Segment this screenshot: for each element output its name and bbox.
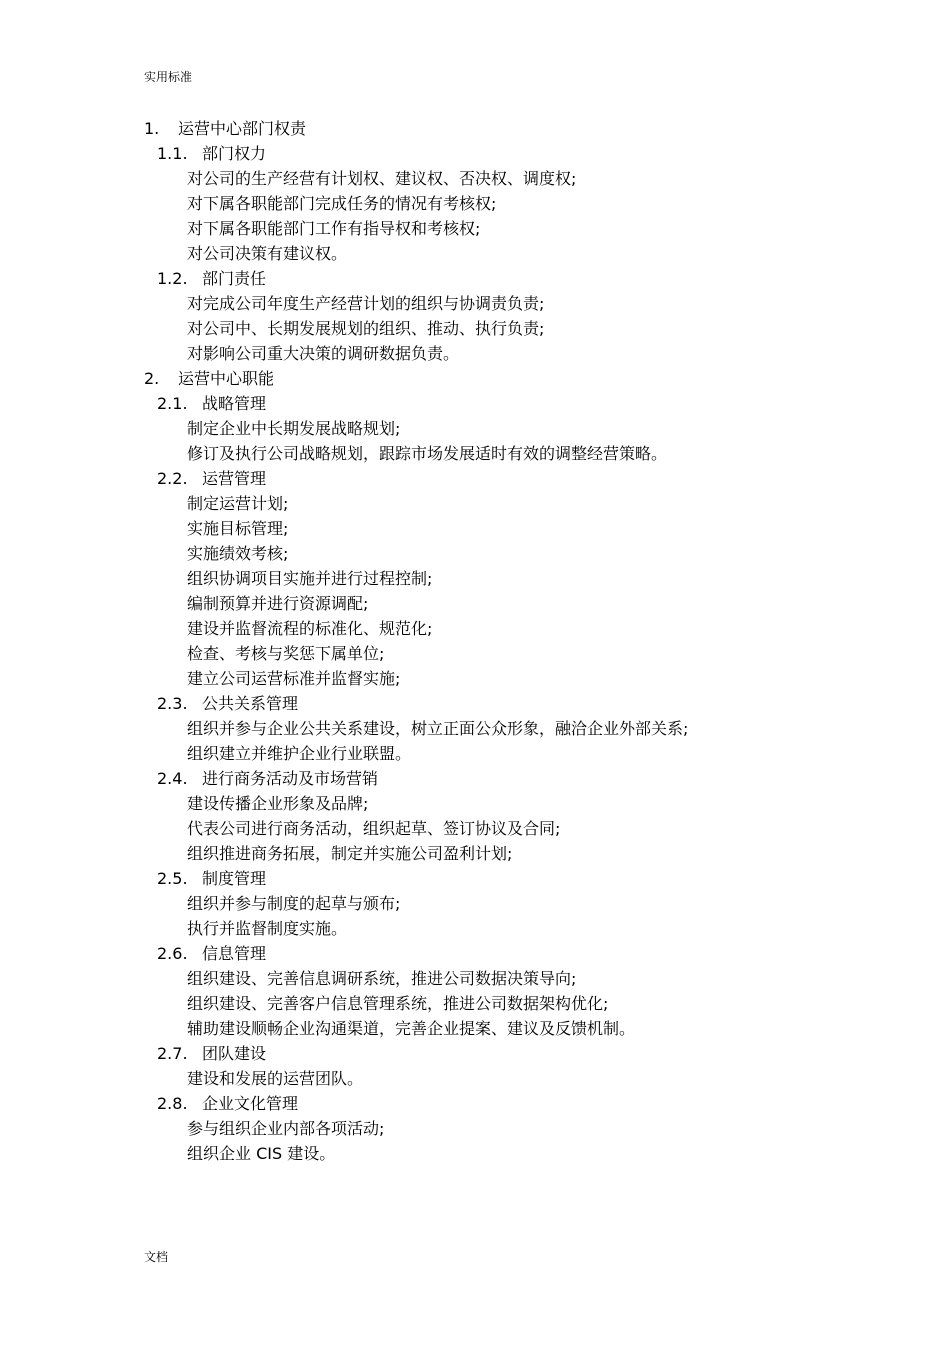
item-text: 组织建立并维护企业行业联盟。 (187, 744, 412, 763)
subsection-heading (0, 1041, 950, 1066)
subsection-heading (0, 1091, 950, 1116)
item-text: 对公司中、长期发展规划的组织、推动、执行负责; (187, 319, 545, 338)
list-item (0, 816, 950, 841)
item-text: 组织并参与企业公共关系建设，树立正面公众形象，融洽企业外部关系; (187, 719, 689, 738)
item-text: 代表公司进行商务活动，组织起草、签订协议及合同; (187, 819, 561, 838)
list-item (0, 566, 950, 591)
item-text: 团队建设 (202, 1044, 267, 1063)
item-text: 进行商务活动及市场营销 (202, 769, 379, 788)
list-item (0, 791, 950, 816)
list-item (0, 491, 950, 516)
item-text: 制度管理 (202, 869, 267, 888)
list-item (0, 441, 950, 466)
list-item (0, 1141, 950, 1166)
list-item (0, 316, 950, 341)
item-text: 建设和发展的运营团队。 (187, 1069, 364, 1088)
item-number: 2. (144, 369, 160, 388)
item-text: 制定运营计划; (187, 494, 289, 513)
list-item (0, 966, 950, 991)
list-item (0, 666, 950, 691)
subsection-heading (0, 141, 950, 166)
list-item (0, 541, 950, 566)
item-text: 对下属各职能部门完成任务的情况有考核权; (187, 194, 497, 213)
item-text: 对下属各职能部门工作有指导权和考核权; (187, 219, 481, 238)
list-item (0, 166, 950, 191)
item-text: 实施目标管理; (187, 519, 289, 538)
item-text: 部门权力 (202, 144, 267, 163)
section-heading (0, 116, 950, 141)
list-item (0, 741, 950, 766)
item-text: 建设并监督流程的标准化、规范化; (187, 619, 433, 638)
item-number: 1. (144, 119, 160, 138)
item-text: 参与组织企业内部各项活动; (187, 1119, 385, 1138)
list-item (0, 1066, 950, 1091)
list-item (0, 616, 950, 641)
item-text: 组织建设、完善信息调研系统，推进公司数据决策导向; (187, 969, 577, 988)
list-item (0, 516, 950, 541)
subsection-heading (0, 866, 950, 891)
list-item (0, 1016, 950, 1041)
list-item (0, 891, 950, 916)
list-item (0, 241, 950, 266)
subsection-heading (0, 391, 950, 416)
page-header: 实用标准 (144, 70, 193, 84)
item-number: 2.6. (157, 944, 188, 963)
item-number: 2.8. (157, 1094, 188, 1113)
item-number: 1.1. (157, 144, 188, 163)
subsection-heading (0, 691, 950, 716)
list-item (0, 841, 950, 866)
item-text: 组织建设、完善客户信息管理系统，推进公司数据架构优化; (187, 994, 609, 1013)
section-heading (0, 366, 950, 391)
item-text: 公共关系管理 (202, 694, 299, 713)
item-text: 部门责任 (202, 269, 267, 288)
item-text: 建设传播企业形象及品牌; (187, 794, 369, 813)
item-text: 检查、考核与奖惩下属单位; (187, 644, 385, 663)
item-number: 2.7. (157, 1044, 188, 1063)
list-item (0, 916, 950, 941)
item-text: 组织推进商务拓展，制定并实施公司盈利计划; (187, 844, 513, 863)
item-number: 2.5. (157, 869, 188, 888)
item-text: 运营管理 (202, 469, 267, 488)
item-number: 1.2. (157, 269, 188, 288)
subsection-heading (0, 466, 950, 491)
list-item (0, 416, 950, 441)
subsection-heading (0, 941, 950, 966)
list-item (0, 591, 950, 616)
item-text: 辅助建设顺畅企业沟通渠道，完善企业提案、建议及反馈机制。 (187, 1019, 636, 1038)
item-number: 2.4. (157, 769, 188, 788)
item-text: 对公司决策有建议权。 (187, 244, 348, 263)
item-text: 执行并监督制度实施。 (187, 919, 348, 938)
item-text: 对公司的生产经营有计划权、建议权、否决权、调度权; (187, 169, 577, 188)
document-body (0, 116, 950, 1166)
item-number: 2.3. (157, 694, 188, 713)
item-number: 2.2. (157, 469, 188, 488)
item-text: 企业文化管理 (202, 1094, 299, 1113)
item-number: 2.1. (157, 394, 188, 413)
item-text: 信息管理 (202, 944, 267, 963)
list-item (0, 341, 950, 366)
item-text: 组织并参与制度的起草与颁布; (187, 894, 401, 913)
item-text: 对完成公司年度生产经营计划的组织与协调责负责; (187, 294, 545, 313)
page-footer: 文档 (144, 1250, 169, 1264)
item-text: 建立公司运营标准并监督实施; (187, 669, 401, 688)
item-text: 组织企业 CIS 建设。 (187, 1144, 336, 1163)
subsection-heading (0, 766, 950, 791)
list-item (0, 191, 950, 216)
item-text: 制定企业中长期发展战略规划; (187, 419, 401, 438)
item-text: 修订及执行公司战略规划，跟踪市场发展适时有效的调整经营策略。 (187, 444, 668, 463)
list-item (0, 1116, 950, 1141)
item-text: 运营中心职能 (178, 369, 275, 388)
list-item (0, 216, 950, 241)
item-text: 实施绩效考核; (187, 544, 289, 563)
item-text: 组织协调项目实施并进行过程控制; (187, 569, 433, 588)
item-text: 编制预算并进行资源调配; (187, 594, 369, 613)
subsection-heading (0, 266, 950, 291)
item-text: 战略管理 (202, 394, 267, 413)
item-text: 运营中心部门权责 (178, 119, 307, 138)
list-item (0, 641, 950, 666)
list-item (0, 991, 950, 1016)
item-text: 对影响公司重大决策的调研数据负责。 (187, 344, 460, 363)
list-item (0, 291, 950, 316)
list-item (0, 716, 950, 741)
